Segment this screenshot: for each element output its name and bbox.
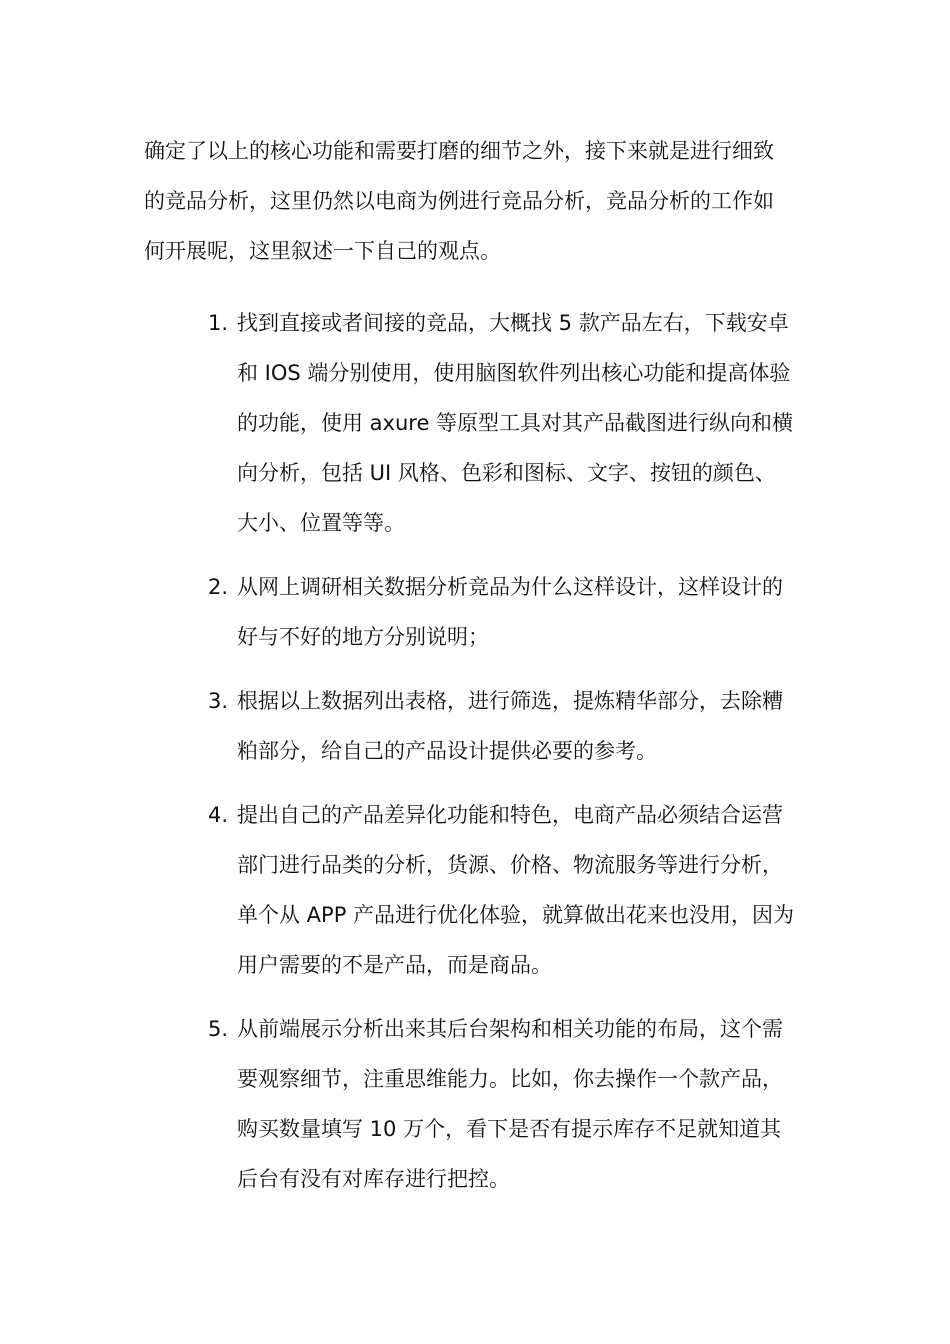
list-item-3 [208,676,828,776]
list-item-line: 部门进行品类的分析，货源、价格、物流服务等进行分析， [237,853,783,877]
list-item-line: 从网上调研相关数据分析竞品为什么这样设计，这样设计的 [237,575,783,599]
list-item-5 [208,1004,828,1204]
list-item-line: 购买数量填写 10 万个，看下是否有提示库存不足就知道其 [237,1117,782,1141]
list-item-line: 提出自己的产品差异化功能和特色，电商产品必须结合运营 [237,803,783,827]
list-item-4 [208,790,828,990]
list-number: 1. [208,311,229,335]
intro-paragraph [144,126,824,276]
list-number: 3. [208,689,229,713]
intro-line: 的竞品分析，这里仍然以电商为例进行竞品分析，竞品分析的工作如 [144,189,774,213]
numbered-list [208,298,828,1218]
list-item-line: 的功能，使用 axure 等原型工具对其产品截图进行纵向和横 [237,411,794,435]
list-item-line: 好与不好的地方分别说明； [237,625,489,649]
list-item-line: 用户需要的不是产品，而是商品。 [237,953,552,977]
list-number: 5. [208,1017,229,1041]
list-item-line: 大小、位置等等。 [237,511,405,535]
list-item-line: 要观察细节，注重思维能力。比如，你去操作一个款产品， [237,1067,783,1091]
list-item-line: 后台有没有对库存进行把控。 [237,1167,510,1191]
intro-line: 确定了以上的核心功能和需要打磨的细节之外，接下来就是进行细致 [144,139,774,163]
list-item-line: 从前端展示分析出来其后台架构和相关功能的布局，这个需 [237,1017,783,1041]
list-item-line: 根据以上数据列出表格，进行筛选，提炼精华部分，去除糟 [237,689,783,713]
list-item-line: 向分析，包括 UI 风格、色彩和图标、文字、按钮的颜色、 [237,461,776,485]
intro-line: 何开展呢，这里叙述一下自己的观点。 [144,239,501,263]
list-item-1 [208,298,828,548]
list-number: 4. [208,803,229,827]
list-item-2 [208,562,828,662]
list-item-line: 粕部分，给自己的产品设计提供必要的参考。 [237,739,657,763]
list-item-line: 单个从 APP 产品进行优化体验，就算做出花来也没用，因为 [237,903,795,927]
list-item-line: 和 IOS 端分别使用，使用脑图软件列出核心功能和提高体验 [237,361,791,385]
list-item-line: 找到直接或者间接的竞品，大概找 5 款产品左右，下载安卓 [237,311,789,335]
list-number: 2. [208,575,229,599]
